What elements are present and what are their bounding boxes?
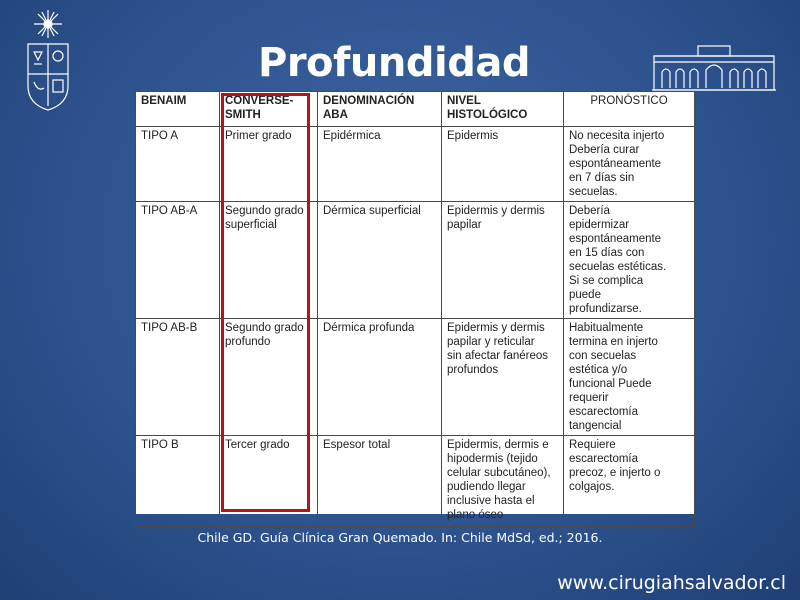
table-header-row (136, 92, 695, 127)
cell-pronostico: No necesita injerto Debería curar espontáneamente en 7 días sin secuelas. (564, 127, 695, 202)
cell-converse-smith: Tercer grado (220, 436, 318, 527)
cell-denominacion-aba: Epidérmica (318, 127, 442, 202)
cell-benaim: TIPO A (136, 127, 220, 202)
header-benaim: BENAIM (136, 92, 220, 127)
cell-nivel-histologico: Epidermis y dermis papilar y reticular sin afectar fanéreos profundos (442, 319, 564, 436)
cell-converse-smith: Primer grado (220, 127, 318, 202)
table-row (136, 436, 695, 527)
cell-denominacion-aba: Espesor total (318, 436, 442, 527)
table-row (136, 202, 695, 319)
header-denominacion-aba: DENOMINACIÓN ABA (318, 92, 442, 127)
website-url: www.cirugiahsalvador.cl (557, 572, 786, 594)
cell-nivel-histologico: Epidermis (442, 127, 564, 202)
header-converse-smith: CONVERSE- SMITH (220, 92, 318, 127)
header-nivel-histologico: NIVEL HISTOLÓGICO (442, 92, 564, 127)
cell-pronostico: Debería epidermizar espontáneamente en 15 días con secuelas estéticas. Si se complica puede profundizarse. (564, 202, 695, 319)
cell-pronostico: Requiere escarectomía precoz, e injerto o colgajos. (564, 436, 695, 527)
cell-converse-smith: Segundo grado profundo (220, 319, 318, 436)
cell-converse-smith: Segundo grado superficial (220, 202, 318, 319)
cell-pronostico: Habitualmente termina en injerto con secuelas estética y/o funcional Puede requerir escarectomía tangencial (564, 319, 695, 436)
table-row (136, 319, 695, 436)
header-pronostico: PRONÓSTICO (564, 92, 695, 127)
cell-nivel-histologico: Epidermis, dermis e hipodermis (tejido celular subcutáneo), pudiendo llegar inclusive hasta el plano óseo (442, 436, 564, 527)
slide-title: Profundidad (258, 40, 530, 86)
cell-denominacion-aba: Dérmica superficial (318, 202, 442, 319)
table-row (136, 127, 695, 202)
citation-text: Chile GD. Guía Clínica Gran Quemado. In: Chile MdSd, ed.; 2016. (197, 530, 603, 545)
burn-depth-table (135, 91, 695, 527)
cell-nivel-histologico: Epidermis y dermis papilar (442, 202, 564, 319)
cell-denominacion-aba: Dérmica profunda (318, 319, 442, 436)
burn-depth-table-container (135, 91, 694, 521)
cell-benaim: TIPO AB-A (136, 202, 220, 319)
cell-benaim: TIPO AB-B (136, 319, 220, 436)
cell-benaim: TIPO B (136, 436, 220, 527)
